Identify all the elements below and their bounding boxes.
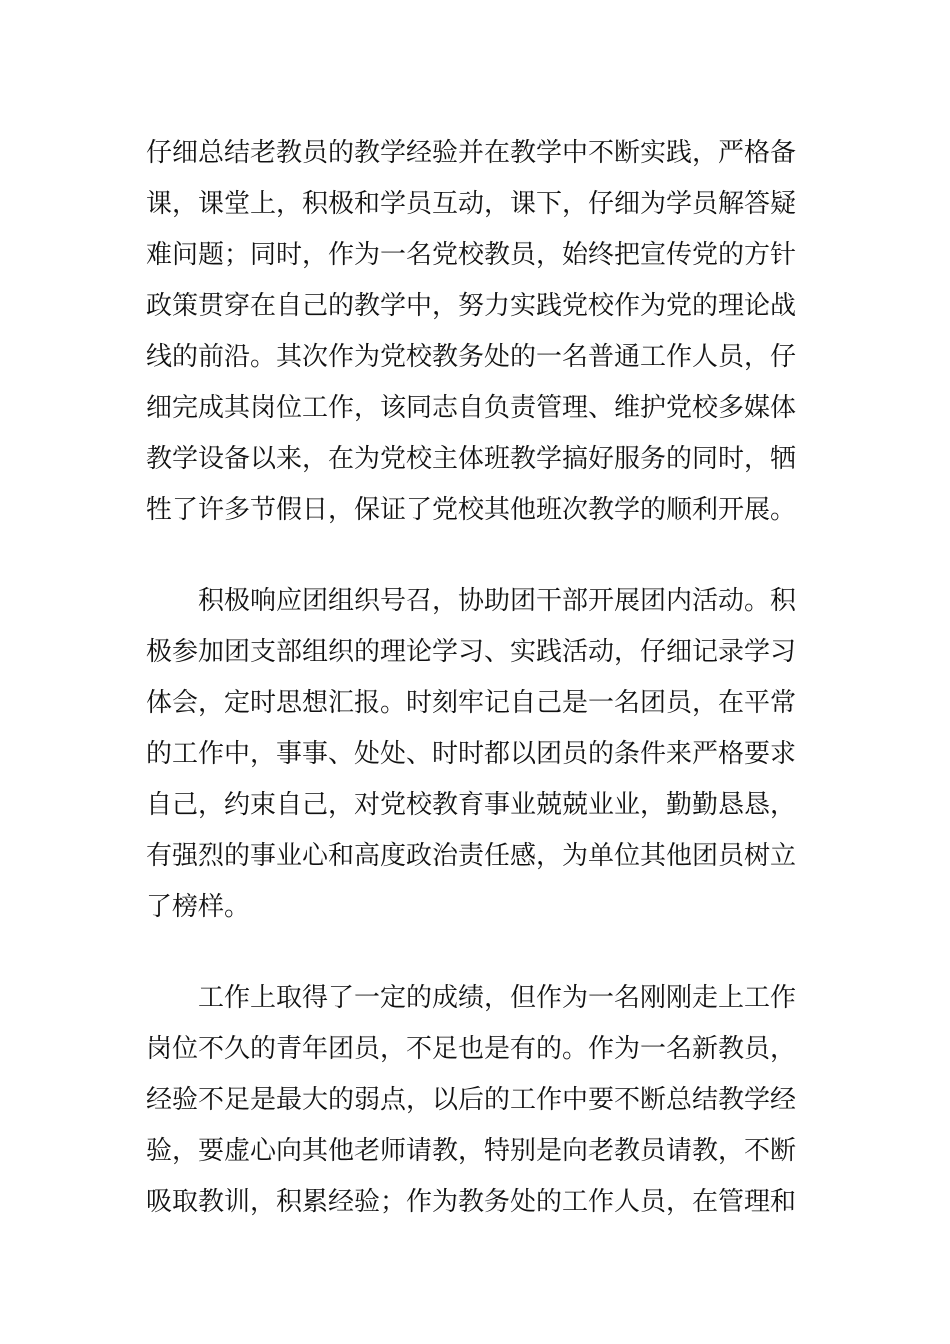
text-line: 课，课堂上，积极和学员互动，课下，仔细为学员解答疑 [146, 189, 797, 219]
text-line: 的工作中，事事、处处、时时都以团员的条件来严格要求 [146, 739, 797, 769]
text-line: 难问题；同时，作为一名党校教员，始终把宣传党的方针 [146, 240, 797, 270]
text-line: 极参加团支部组织的理论学习、实践活动，仔细记录学习 [146, 637, 797, 667]
paragraph-2 [146, 576, 796, 933]
text-line: 细完成其岗位工作，该同志自负责管理、维护党校多媒体 [146, 393, 797, 423]
text-line: 仔细总结老教员的教学经验并在教学中不断实践，严格备 [146, 138, 797, 168]
text-line: 经验不足是最大的弱点，以后的工作中要不断总结教学经 [146, 1085, 797, 1115]
text-line: 了榜样。 [146, 892, 251, 922]
text-line: 线的前沿。其次作为党校教务处的一名普通工作人员，仔 [146, 342, 797, 372]
text-line: 吸取教训，积累经验；作为教务处的工作人员，在管理和 [146, 1187, 797, 1217]
text-line: 有强烈的事业心和高度政治责任感，为单位其他团员树立 [146, 841, 797, 871]
text-line: 工作上取得了一定的成绩，但作为一名刚刚走上工作 [198, 983, 797, 1013]
text-line: 岗位不久的青年团员，不足也是有的。作为一名新教员， [146, 1034, 797, 1064]
text-line: 牲了许多节假日，保证了党校其他班次教学的顺利开展。 [146, 495, 797, 525]
paragraph-3 [146, 973, 796, 1228]
text-line: 教学设备以来，在为党校主体班教学搞好服务的同时，牺 [146, 444, 797, 474]
paragraph-1 [146, 128, 796, 536]
text-line: 政策贯穿在自己的教学中，努力实践党校作为党的理论战 [146, 291, 797, 321]
text-line: 自己，约束自己，对党校教育事业兢兢业业，勤勤恳恳， [146, 790, 797, 820]
text-line: 积极响应团组织号召，协助团干部开展团内活动。积 [198, 586, 797, 616]
text-line: 验，要虚心向其他老师请教，特别是向老教员请教，不断 [146, 1136, 797, 1166]
text-line: 体会，定时思想汇报。时刻牢记自己是一名团员，在平常 [146, 688, 797, 718]
